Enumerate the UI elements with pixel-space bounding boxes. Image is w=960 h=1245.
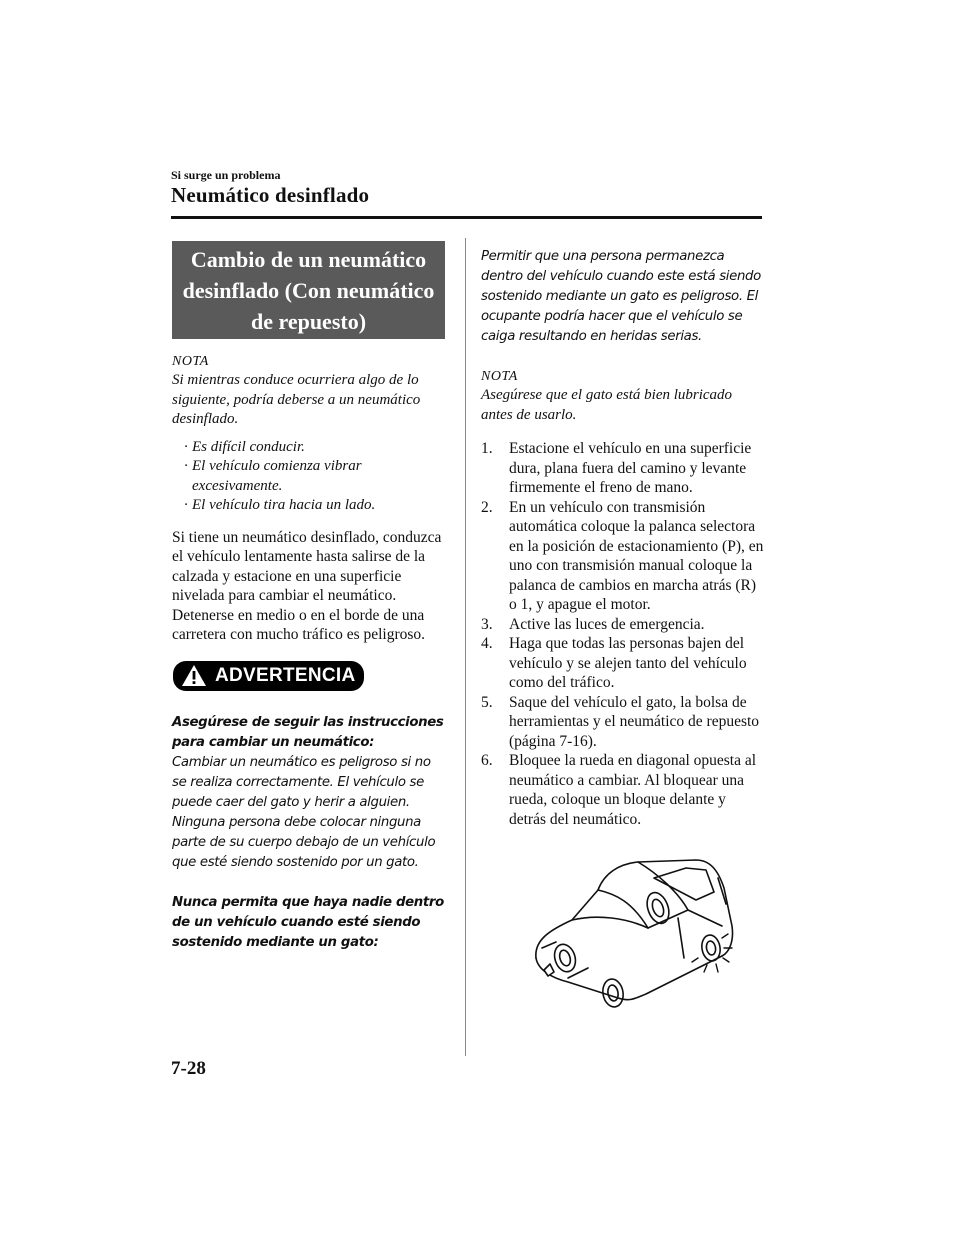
section-heading-line3: de repuesto) — [250, 309, 367, 334]
note-title: NOTA — [481, 369, 518, 384]
paragraph: Detenerse en medio o en el borde de una carretera con mucho tráfico es peligroso. — [172, 606, 426, 643]
right-column — [481, 247, 766, 829]
section-heading-line1: Cambio de un neumático — [190, 247, 427, 272]
page-number: 7-28 — [171, 1058, 206, 1079]
warning-text: Cambiar un neumático es peligroso si no se realiza correctamente. El vehículo se puede caer del gato y herir a alguien. — [172, 755, 431, 810]
warning-badge-wrap — [172, 661, 444, 693]
warning-heading: Asegúrese de seguir las instrucciones para cambiar un neumático: — [172, 715, 444, 750]
list-item: 1. Estacione el vehículo en una superficie dura, plana fuera del camino y levante firmemente el freno de mano. — [481, 440, 752, 496]
list-item: 6. Bloquee la rueda en diagonal opuesta al neumático a cambiar. Al bloquear una rueda, coloque un bloque delante y detrás del neumático. — [481, 752, 757, 828]
section-heading — [172, 241, 445, 339]
note-text: Asegúrese que el gato está bien lubricado antes de usarlo. — [481, 387, 733, 423]
note-title: NOTA — [172, 354, 209, 369]
warning-triangle-icon — [181, 664, 207, 687]
left-column — [172, 352, 444, 953]
warning-label: ADVERTENCIA — [215, 664, 356, 686]
vehicle-wheel-chock-illustration — [528, 848, 748, 1018]
list-item: · Es difícil conducir. — [184, 438, 305, 455]
note-text: Si mientras conduce ocurriera algo de lo siguiente, podría deberse a un neumático desinflado. — [172, 372, 421, 427]
title-rule — [171, 216, 762, 219]
warning-heading: Nunca permita que haya nadie dentro de un vehículo cuando esté siendo sostenido mediante un gato: — [172, 895, 444, 950]
warning-text: Ninguna persona debe colocar ninguna parte de su cuerpo debajo de un vehículo que esté siendo sostenido por un gato. — [172, 815, 436, 870]
warning-badge — [173, 661, 364, 691]
list-item: 4. Haga que todas las personas bajen del vehículo y se alejen tanto del vehículo como del tráfico. — [481, 635, 747, 691]
list-item: · El vehículo comienza vibrar excesivamente. — [184, 458, 362, 494]
list-item: 3. Active las luces de emergencia. — [481, 615, 705, 633]
list-item: 2. En un vehículo con transmisión automática coloque la palanca selectora en la posición de estacionamiento (P), en uno con transmisión manual coloque la palanca de cambios en marcha atrás (R) o 1, y apague el motor. — [481, 498, 764, 613]
section-heading-line2: desinflado (Con neumático — [182, 278, 435, 303]
steps-list — [481, 439, 766, 829]
page-title: Neumático desinflado — [171, 183, 370, 207]
warning-body — [172, 713, 444, 953]
list-item: 5. Saque del vehículo el gato, la bolsa de herramientas y el neumático de repuesto (página 7-16). — [481, 693, 760, 750]
warning-continuation: Permitir que una persona permanezca dentro del vehículo cuando este está siendo sostenido mediante un gato es peligroso. El ocupante podría hacer que el vehículo se caiga resultando en heridas serias. — [481, 249, 761, 344]
column-divider — [465, 238, 466, 1056]
paragraph: Si tiene un neumático desinflado, conduzca el vehículo lentamente hasta salirse de la calzada y estacione en una superficie nivelada para cambiar el neumático. — [172, 528, 442, 604]
list-item: · El vehículo tira hacia un lado. — [184, 497, 376, 513]
symptom-list — [172, 438, 444, 516]
section-label: Si surge un problema — [171, 168, 281, 182]
